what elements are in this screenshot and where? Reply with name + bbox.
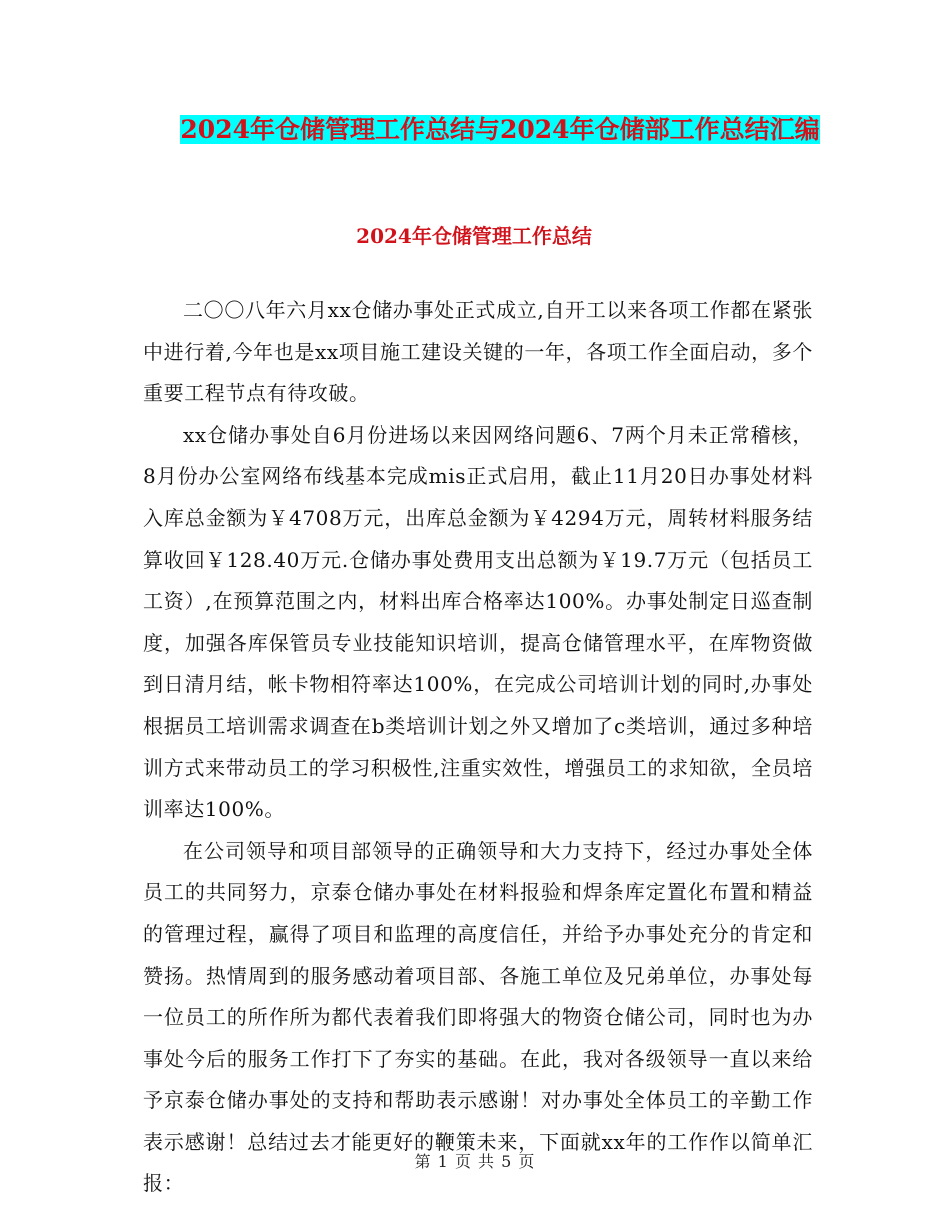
page-footer: 第 1 页 共 5 页 bbox=[414, 1152, 536, 1171]
paragraph-1: 二〇〇八年六月xx仓储办事处正式成立,自开工以来各项工作都在紧张中进行着,今年也是xx项目施工建设关键的一年，各项工作全面启动，多个重要工程节点有待攻破。 bbox=[143, 298, 813, 406]
document-body bbox=[143, 290, 813, 1205]
document-title-text: 2024年仓储管理工作总结与2024年仓储部工作总结汇编 bbox=[180, 115, 820, 144]
section-title: 2024年仓储管理工作总结 bbox=[356, 224, 592, 248]
paragraph-3: 在公司领导和项目部领导的正确领导和大力支持下，经过办事处全体员工的共同努力，京泰仓储办事处在材料报验和焊条库定置化布置和精益的管理过程，赢得了项目和监理的高度信任，并给予办事处充分的肯定和赞扬。热情周到的服务感动着项目部、各施工单位及兄弟单位，办事处每一位员工的所作所为都代表着我们即将强大的物资仓储公司，同时也为办事处今后的服务工作打下了夯实的基础。在此，我对各级领导一直以来给予京泰仓储办事处的支持和帮助表示感谢！对办事处全体员工的辛勤工作表示感谢！总结过去才能更好的鞭策未来，下面就xx年的工作作以简单汇报： bbox=[143, 838, 813, 1196]
document-title bbox=[140, 106, 860, 154]
paragraph-2: xx仓储办事处自6月份进场以来因网络问题6、7两个月未正常稽核，8月份办公室网络布线基本完成mis正式启用，截止11月20日办事处材料入库总金额为￥4708万元，出库总金额为￥4294万元，周转材料服务结算收回￥128.40万元.仓储办事处费用支出总额为￥19.7万元（包括员工工资）,在预算范围之内，材料出库合格率达100%。办事处制定日巡查制度，加强各库保管员专业技能知识培训，提高仓储管理水平，在库物资做到日清月结，帐卡物相符率达100%，在完成公司培训计划的同时,办事处根据员工培训需求调查在b类培训计划之外又增加了c类培训，通过多种培训方式来带动员工的学习积极性,注重实效性，增强员工的求知欲，全员培训率达100%。 bbox=[143, 422, 813, 822]
